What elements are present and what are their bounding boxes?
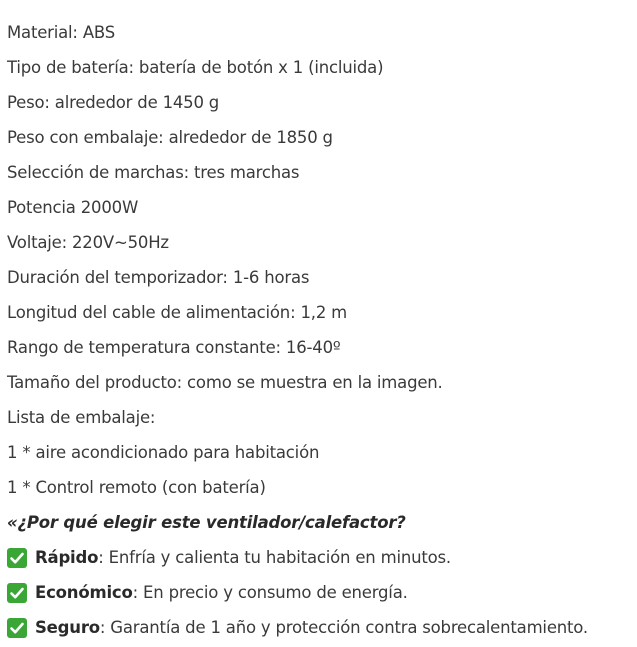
packing-item-remote-control: 1 * Control remoto (con batería) [7,478,266,497]
spec-temperature-range: Rango de temperatura constante: 16-40º [7,338,341,357]
benefit-name: Rápido [35,548,99,567]
spec-product-size: Tamaño del producto: como se muestra en la imagen. [7,373,443,392]
check-mark-icon [7,548,27,568]
spec-weight: Peso: alrededor de 1450 g [7,93,220,112]
benefit-name: Económico [35,583,133,602]
spec-timer-duration: Duración del temporizador: 1-6 horas [7,268,310,287]
benefit-fast [7,540,637,575]
spec-gear-selection: Selección de marchas: tres marchas [7,163,300,182]
packing-item-air-conditioner: 1 * aire acondicionado para habitación [7,443,320,462]
benefit-safe [7,610,637,645]
spec-voltage: Voltaje: 220V~50Hz [7,233,169,252]
benefit-text: : Enfría y calienta tu habitación en minutos. [98,548,451,567]
benefit-text: : Garantía de 1 año y protección contra sobrecalentamiento. [99,618,588,637]
benefit-economic [7,575,637,610]
spec-material: Material: ABS [7,23,116,42]
spec-battery-type: Tipo de batería: batería de botón x 1 (incluida) [7,58,384,77]
packing-list-heading: Lista de embalaje: [7,408,156,427]
check-mark-icon [7,583,27,603]
spec-cable-length: Longitud del cable de alimentación: 1,2 m [7,303,348,322]
spec-power: Potencia 2000W [7,198,139,217]
spec-packaged-weight: Peso con embalaje: alrededor de 1850 g [7,128,333,147]
why-choose-heading: «¿Por qué elegir este ventilador/calefactor? [7,513,406,532]
benefit-text: : En precio y consumo de energía. [132,583,408,602]
check-mark-icon [7,618,27,638]
benefit-name: Seguro [35,618,100,637]
